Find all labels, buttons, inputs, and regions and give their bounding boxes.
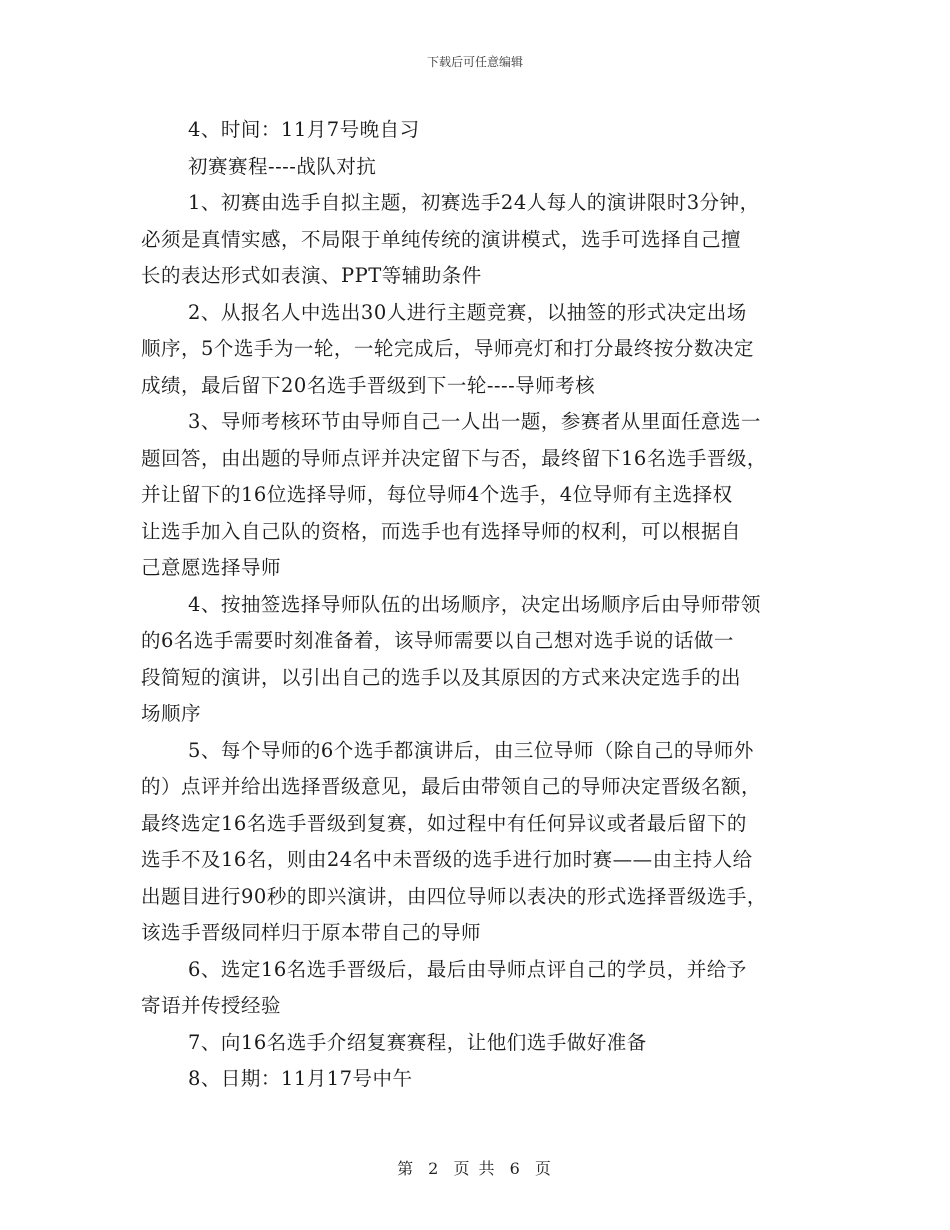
text-line: 选手不及16名，则由24名中未晋级的选手进行加时赛——由主持人给 bbox=[141, 848, 753, 871]
text-line: 寄语并传授经验 bbox=[141, 994, 282, 1017]
text-line: 的）点评并给出选择晋级意见，最后由带领自己的导师决定晋级名额， bbox=[141, 775, 762, 798]
text-line: 1、初赛由选手自拟主题，初赛选手24人每人的演讲限时3分钟， bbox=[188, 191, 760, 214]
page-header: 下载后可任意编辑 bbox=[426, 55, 523, 69]
text-line: 的6名选手需要时刻准备着，该导师需要以自己想对选手说的话做一 bbox=[141, 629, 734, 652]
text-line: 场顺序 bbox=[141, 702, 202, 725]
footer-total-pages: 6 bbox=[509, 1159, 522, 1178]
text-line: 段简短的演讲，以引出自己的选手以及其原因的方式来决定选手的出 bbox=[141, 665, 742, 689]
footer-suffix: 页 bbox=[534, 1159, 553, 1178]
footer-mid: 页 共 bbox=[453, 1159, 497, 1178]
text-line: 2、从报名人中选出30人进行主题竞赛，以抽签的形式决定出场 bbox=[188, 300, 747, 324]
text-line: 7、向16名选手介绍复赛赛程，让他们选手做好准备 bbox=[188, 1030, 647, 1054]
text-line: 最终选定16名选手晋级到复赛，如过程中有任何异议或者最后留下的 bbox=[141, 811, 747, 835]
text-line: 4、时间：11月7号晚自习 bbox=[188, 118, 420, 141]
text-line: 出题目进行90秒的即兴演讲，由四位导师以表决的形式选择晋级选手， bbox=[141, 884, 767, 908]
footer-prefix: 第 bbox=[397, 1159, 416, 1178]
text-line: 顺序，5个选手为一轮，一轮完成后，导师亮灯和打分最终按分数决定 bbox=[141, 337, 754, 360]
section-heading: 初赛赛程----战队对抗 bbox=[188, 154, 377, 178]
page-footer bbox=[0, 1156, 950, 1179]
text-line: 6、选定16名选手晋级后，最后由导师点评自己的学员，并给予 bbox=[188, 957, 747, 981]
footer-page-number: 2 bbox=[428, 1159, 441, 1178]
text-line: 己意愿选择导师 bbox=[141, 556, 282, 579]
text-line: 并让留下的16位选择导师，每位导师4个选手，4位导师有主选择权 bbox=[141, 483, 733, 506]
document-body bbox=[141, 112, 821, 1098]
text-line: 长的表达形式如表演、PPT等辅助条件 bbox=[141, 264, 482, 287]
text-line: 3、导师考核环节由导师自己一人出一题，参赛者从里面任意选一 bbox=[188, 410, 761, 433]
text-line: 题回答，由出题的导师点评并决定留下与否，最终留下16名选手晋级， bbox=[141, 446, 767, 470]
text-line: 4、按抽签选择导师队伍的出场顺序，决定出场顺序后由导师带领 bbox=[188, 592, 761, 616]
text-line: 该选手晋级同样归于原本带自己的导师 bbox=[141, 921, 482, 944]
text-line: 成绩，最后留下20名选手晋级到下一轮----导师考核 bbox=[141, 373, 596, 397]
text-line: 8、日期：11月17号中午 bbox=[188, 1067, 413, 1090]
text-line: 5、每个导师的6个选手都演讲后，由三位导师（除自己的导师外 bbox=[188, 738, 754, 762]
text-line: 让选手加入自己队的资格，而选手也有选择导师的权利，可以根据自 bbox=[141, 519, 742, 543]
text-line: 必须是真情实感，不局限于单纯传统的演讲模式，选手可选择自己擅 bbox=[141, 227, 742, 251]
